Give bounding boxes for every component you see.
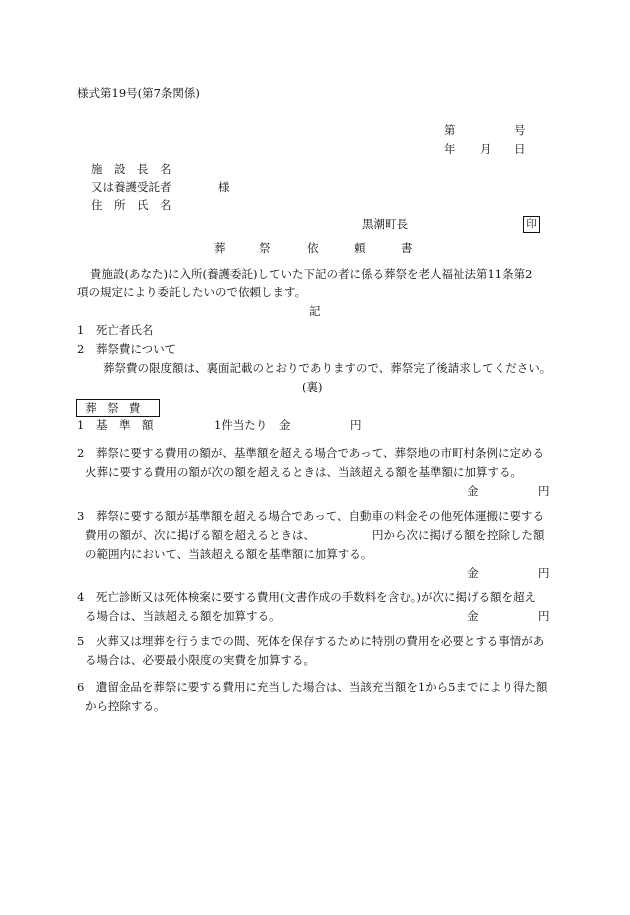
addressee-facility-head: 施 設 長 名: [91, 162, 172, 176]
title-char: 書: [401, 241, 413, 255]
seal-mark: 印: [523, 216, 540, 233]
title-char: 頼: [354, 241, 366, 255]
header-year: 年: [444, 142, 456, 156]
header-month: 月: [480, 142, 492, 156]
addressee-trustee: 又は養護受託者: [91, 180, 172, 194]
p2-line-2: 火葬に要する費用の額が次の額を超えるときは、当該超える額を基準額に加算する。: [85, 465, 522, 479]
p1-number: 1: [77, 418, 85, 432]
p5-line-2: る場合は、必要最小限度の実費を加算する。: [85, 653, 315, 667]
form-number: 様式第19号(第7条関係): [77, 86, 200, 100]
p1-kin: 金: [279, 418, 291, 432]
reverse-mark: (裏): [302, 380, 323, 394]
p1-label: 基 準 額: [96, 418, 154, 432]
ki-mark: 記: [309, 304, 321, 318]
p2-kin: 金: [467, 484, 479, 498]
p5-line-1: 5 火葬又は埋葬を行うまでの間、死体を保存するために特別の費用を必要とする事情があ: [77, 634, 545, 648]
header-day: 日: [514, 142, 526, 156]
item-funeral-cost-detail: 葬祭費の限度額は、裏面記載のとおりでありますので、葬祭完了後請求してください。: [103, 361, 552, 375]
p4-line-2: る場合は、当該超える額を加算する。: [85, 609, 281, 623]
p3-line-2b: 円から次に掲げる額を控除した額: [372, 528, 545, 542]
p3-line-1: 3 葬祭に要する額が基準額を超える場合であって、自動車の料金その他死体運搬に要する: [77, 509, 544, 523]
item-funeral-cost: 2 葬祭費について: [77, 342, 177, 356]
p4-yen: 円: [538, 609, 550, 623]
title-char: 葬: [214, 241, 226, 255]
item-deceased-name: 1 死亡者氏名: [77, 323, 154, 337]
body-line-1: 貴施設(あなた)に入所(養護委託)していた下記の者に係る葬祭を老人福祉法第11条第2: [90, 267, 533, 281]
header-go: 号: [514, 123, 526, 137]
p1-per-case: 1件当たり: [214, 418, 268, 432]
p6-line-2: から控除する。: [85, 699, 166, 713]
p3-kin: 金: [467, 566, 479, 580]
p2-yen: 円: [538, 484, 550, 498]
p4-line-1: 4 死亡診断又は死体検案に要する費用(文書作成の手数料を含む。)が次に掲げる額を超え: [77, 590, 537, 604]
issuer-mayor: 黒潮町長: [362, 217, 408, 231]
p3-line-2a: 費用の額が、次に掲げる額を超えるときは、: [85, 528, 315, 542]
p2-line-1: 2 葬祭に要する費用の額が、基準額を超える場合であって、葬祭地の市町村条例に定める: [77, 446, 544, 460]
title-char: 依: [307, 241, 319, 255]
addressee-address-name: 住 所 氏 名: [91, 198, 172, 212]
title-char: 祭: [259, 241, 271, 255]
p3-yen: 円: [538, 566, 550, 580]
body-line-2: 項の規定により委託したいので依頼します。: [77, 285, 307, 299]
p3-line-3: の範囲内において、当該超える額を基準額に加算する。: [85, 547, 373, 561]
funeral-cost-box-label: 葬祭費: [76, 399, 160, 417]
p1-yen: 円: [350, 418, 362, 432]
addressee-sama: 様: [218, 180, 230, 194]
header-dai: 第: [444, 123, 456, 137]
p4-kin: 金: [467, 609, 479, 623]
p6-line-1: 6 遺留金品を葬祭に要する費用に充当した場合は、当該充当額を1から5までにより得た額: [77, 680, 548, 694]
